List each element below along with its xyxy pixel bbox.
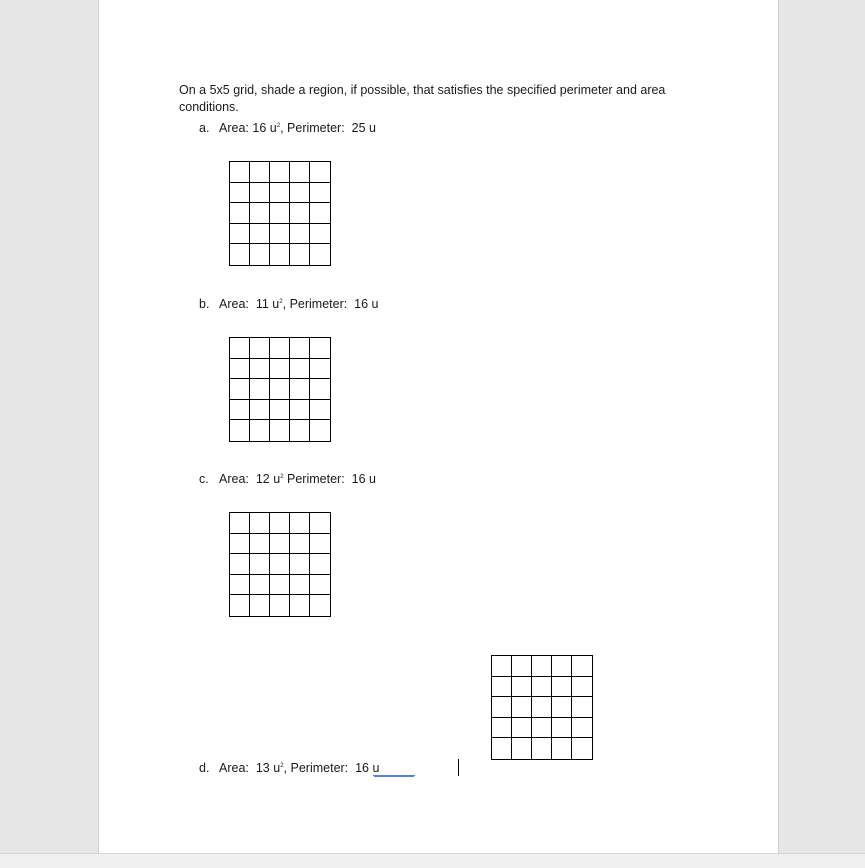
grid-cell[interactable] xyxy=(250,224,270,245)
grid-cell[interactable] xyxy=(290,338,310,359)
separator: , xyxy=(282,297,287,311)
status-bar xyxy=(0,853,865,868)
item-letter: d. xyxy=(199,761,210,775)
grid-cell[interactable] xyxy=(572,738,592,759)
grid-cell[interactable] xyxy=(230,224,250,245)
grid-cell[interactable] xyxy=(230,379,250,400)
grid-cell[interactable] xyxy=(532,697,552,718)
grid-cell[interactable] xyxy=(310,359,330,380)
grid-cell[interactable] xyxy=(230,338,250,359)
grid-cell[interactable] xyxy=(572,697,592,718)
grid-cell[interactable] xyxy=(290,420,310,441)
perimeter-label: Perimeter: xyxy=(287,121,345,135)
grid-cell[interactable] xyxy=(270,420,290,441)
item-c xyxy=(199,471,376,488)
grid-b[interactable] xyxy=(229,337,331,442)
grid-cell[interactable] xyxy=(290,162,310,183)
document-page[interactable] xyxy=(98,0,779,853)
grid-cell[interactable] xyxy=(310,534,330,555)
area-value: 16 u xyxy=(252,121,277,135)
grid-cell[interactable] xyxy=(532,677,552,698)
perimeter-value: 16 u xyxy=(351,472,376,486)
grid-a[interactable] xyxy=(229,161,331,266)
grid-cell[interactable] xyxy=(552,738,572,759)
grid-cell[interactable] xyxy=(230,595,250,616)
grid-cell[interactable] xyxy=(310,575,330,596)
grid-cell[interactable] xyxy=(310,203,330,224)
grid-cell[interactable] xyxy=(250,595,270,616)
grid-cell[interactable] xyxy=(572,718,592,739)
area-exponent: 2 xyxy=(280,763,284,769)
instructions-text: On a 5x5 grid, shade a region, if possible, that satisfies the specified perimeter and area conditions. xyxy=(179,82,666,114)
grid-cell[interactable] xyxy=(310,513,330,534)
grid-cell[interactable] xyxy=(310,162,330,183)
item-letter: a. xyxy=(199,121,210,135)
grid-cell[interactable] xyxy=(270,379,290,400)
grid-cell[interactable] xyxy=(250,400,270,421)
separator: , xyxy=(283,761,288,775)
separator: , xyxy=(280,121,284,135)
grid-cell[interactable] xyxy=(270,162,290,183)
grid-cell[interactable] xyxy=(270,359,290,380)
grid-cell[interactable] xyxy=(532,718,552,739)
grid-cell[interactable] xyxy=(310,400,330,421)
grid-c[interactable] xyxy=(229,512,331,617)
grid-cell[interactable] xyxy=(290,400,310,421)
grid-cell[interactable] xyxy=(290,244,310,265)
grid-cell[interactable] xyxy=(250,379,270,400)
grid-cell[interactable] xyxy=(492,718,512,739)
spellcheck-underlined-unit[interactable]: u xyxy=(373,761,415,776)
grid-cell[interactable] xyxy=(290,183,310,204)
grid-cell[interactable] xyxy=(250,575,270,596)
grid-cell[interactable] xyxy=(250,420,270,441)
area-exponent: 2 xyxy=(280,474,284,480)
grid-cell[interactable] xyxy=(572,677,592,698)
grid-cell[interactable] xyxy=(552,718,572,739)
grid-cell[interactable] xyxy=(270,224,290,245)
item-a xyxy=(199,120,376,137)
grid-cell[interactable] xyxy=(230,203,250,224)
perimeter-label: Perimeter: xyxy=(287,472,345,486)
grid-cell[interactable] xyxy=(270,338,290,359)
grid-cell[interactable] xyxy=(492,677,512,698)
perimeter-label: Perimeter: xyxy=(289,297,348,311)
area-label: Area: xyxy=(219,761,249,775)
grid-cell[interactable] xyxy=(230,400,250,421)
grid-cell[interactable] xyxy=(290,359,310,380)
perimeter-label: Perimeter: xyxy=(290,761,349,775)
grid-cell[interactable] xyxy=(250,162,270,183)
grid-cell[interactable] xyxy=(512,656,532,677)
grid-cell[interactable] xyxy=(230,513,250,534)
item-b xyxy=(199,296,379,313)
grid-cell[interactable] xyxy=(290,224,310,245)
grid-cell[interactable] xyxy=(230,183,250,204)
grid-cell[interactable] xyxy=(552,677,572,698)
grid-cell[interactable] xyxy=(230,554,250,575)
grid-cell[interactable] xyxy=(492,697,512,718)
grid-cell[interactable] xyxy=(250,338,270,359)
perimeter-value: 16 xyxy=(355,761,370,775)
grid-cell[interactable] xyxy=(290,203,310,224)
text-cursor xyxy=(458,759,459,776)
grid-cell[interactable] xyxy=(230,534,250,555)
perimeter-value: 25 u xyxy=(351,121,376,135)
area-exponent: 2 xyxy=(276,123,281,129)
grid-cell[interactable] xyxy=(310,224,330,245)
grid-cell[interactable] xyxy=(230,162,250,183)
area-value: 11 u xyxy=(255,297,280,311)
grid-cell[interactable] xyxy=(270,203,290,224)
grid-cell[interactable] xyxy=(250,244,270,265)
grid-cell[interactable] xyxy=(270,595,290,616)
grid-cell[interactable] xyxy=(270,513,290,534)
perimeter-value: 16 u xyxy=(354,297,379,311)
item-d xyxy=(199,760,415,777)
grid-cell[interactable] xyxy=(270,400,290,421)
grid-cell[interactable] xyxy=(492,738,512,759)
grid-cell[interactable] xyxy=(250,359,270,380)
grid-cell[interactable] xyxy=(310,244,330,265)
area-label: Area: xyxy=(219,121,249,135)
area-value: 12 u xyxy=(255,472,281,486)
grid-cell[interactable] xyxy=(250,554,270,575)
grid-cell[interactable] xyxy=(270,244,290,265)
grid-cell[interactable] xyxy=(512,697,532,718)
grid-cell[interactable] xyxy=(310,379,330,400)
grid-cell[interactable] xyxy=(492,656,512,677)
grid-cell[interactable] xyxy=(552,656,572,677)
grid-cell[interactable] xyxy=(310,183,330,204)
grid-cell[interactable] xyxy=(270,575,290,596)
grid-cell[interactable] xyxy=(270,534,290,555)
grid-cell[interactable] xyxy=(250,513,270,534)
grid-cell[interactable] xyxy=(290,595,310,616)
area-label: Area: xyxy=(219,297,249,311)
grid-cell[interactable] xyxy=(270,554,290,575)
grid-cell[interactable] xyxy=(512,718,532,739)
grid-cell[interactable] xyxy=(512,677,532,698)
grid-cell[interactable] xyxy=(310,338,330,359)
grid-cell[interactable] xyxy=(230,244,250,265)
grid-cell[interactable] xyxy=(290,554,310,575)
grid-cell[interactable] xyxy=(532,656,552,677)
grid-cell[interactable] xyxy=(230,575,250,596)
grid-cell[interactable] xyxy=(290,379,310,400)
grid-cell[interactable] xyxy=(270,183,290,204)
grid-cell[interactable] xyxy=(552,697,572,718)
item-letter: b. xyxy=(199,297,210,311)
area-value: 13 u xyxy=(255,761,281,775)
grid-cell[interactable] xyxy=(512,738,532,759)
grid-cell[interactable] xyxy=(532,738,552,759)
grid-cell[interactable] xyxy=(230,420,250,441)
item-letter: c. xyxy=(199,472,209,486)
grid-cell[interactable] xyxy=(290,575,310,596)
grid-cell[interactable] xyxy=(250,203,270,224)
grid-cell[interactable] xyxy=(310,420,330,441)
grid-d[interactable] xyxy=(491,655,593,760)
grid-cell[interactable] xyxy=(230,359,250,380)
grid-cell[interactable] xyxy=(250,183,270,204)
grid-cell[interactable] xyxy=(290,534,310,555)
area-exponent: 2 xyxy=(279,299,283,305)
grid-cell[interactable] xyxy=(310,554,330,575)
grid-cell[interactable] xyxy=(310,595,330,616)
grid-cell[interactable] xyxy=(250,534,270,555)
grid-cell[interactable] xyxy=(290,513,310,534)
area-label: Area: xyxy=(219,472,249,486)
grid-cell[interactable] xyxy=(572,656,592,677)
